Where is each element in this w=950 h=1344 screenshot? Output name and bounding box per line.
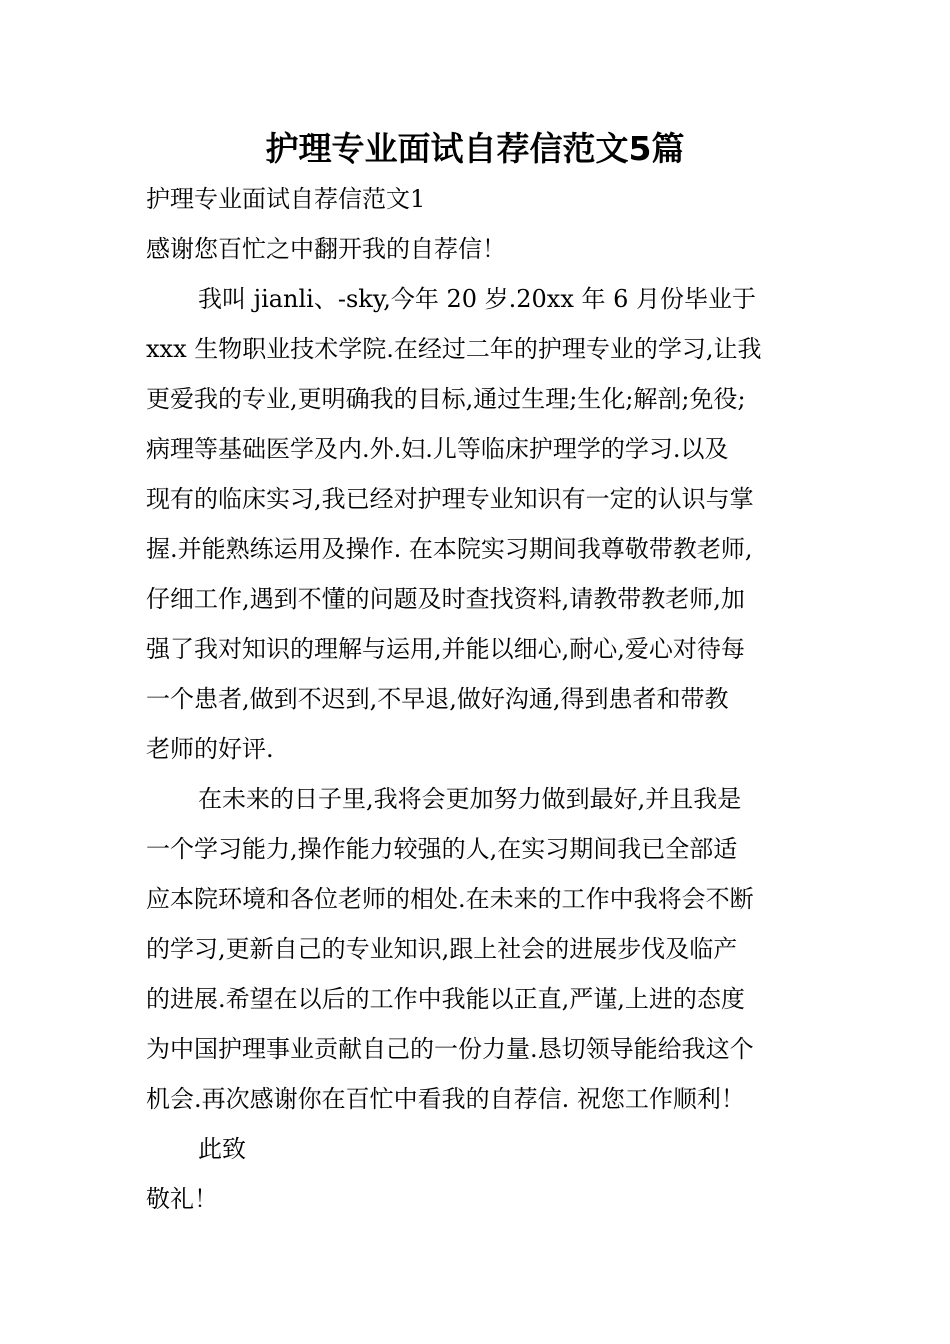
- paragraph-line: 我叫 jianli、-sky,今年 20 岁.20xx 年 6 月份毕业于: [198, 285, 757, 313]
- paragraph-line: 仔细工作,遇到不懂的问题及时查找资料,请教带教老师,加: [146, 585, 745, 613]
- paragraph-line: 在未来的日子里,我将会更加努力做到最好,并且我是: [198, 785, 742, 813]
- paragraph-line: 强了我对知识的理解与运用,并能以细心,耐心,爱心对待每: [146, 635, 745, 663]
- section-heading: 护理专业面试自荐信范文1: [146, 185, 426, 213]
- paragraph-line: 的学习,更新自己的专业知识,跟上社会的进展步伐及临产: [146, 935, 738, 963]
- paragraph-line: 更爱我的专业,更明确我的目标,通过生理;生化;解剖;免役;: [146, 385, 746, 413]
- paragraph-line: 现有的临床实习,我已经对护理专业知识有一定的认识与掌: [146, 485, 754, 513]
- paragraph-line: 老师的好评.: [146, 735, 274, 763]
- paragraph-line: 的进展.希望在以后的工作中我能以正直,严谨,上进的态度: [146, 985, 745, 1013]
- paragraph-line: 一个患者,做到不迟到,不早退,做好沟通,得到患者和带教: [146, 685, 729, 713]
- paragraph-line: 一个学习能力,操作能力较强的人,在实习期间我已全部适: [146, 835, 738, 863]
- document-title: 护理专业面试自荐信范文5篇: [265, 129, 685, 168]
- paragraph-line: 应本院环境和各位老师的相处.在未来的工作中我将会不断: [146, 885, 754, 913]
- paragraph-line: 为中国护理事业贡献自己的一份力量.恳切领导能给我这个: [146, 1035, 754, 1063]
- paragraph-line: 机会.再次感谢你在百忙中看我的自荐信. 祝您工作顺利！: [146, 1085, 745, 1113]
- paragraph-line: 握.并能熟练运用及操作. 在本院实习期间我尊敬带教老师,: [146, 535, 753, 563]
- paragraph-line: xxx 生物职业技术学院.在经过二年的护理专业的学习,让我: [146, 335, 762, 363]
- closing-line: 此致: [198, 1135, 246, 1163]
- paragraph-line: 病理等基础医学及内.外.妇.儿等临床护理学的学习.以及: [146, 435, 729, 463]
- salutation-line: 敬礼！: [146, 1185, 218, 1213]
- greeting-line: 感谢您百忙之中翻开我的自荐信！: [146, 235, 506, 263]
